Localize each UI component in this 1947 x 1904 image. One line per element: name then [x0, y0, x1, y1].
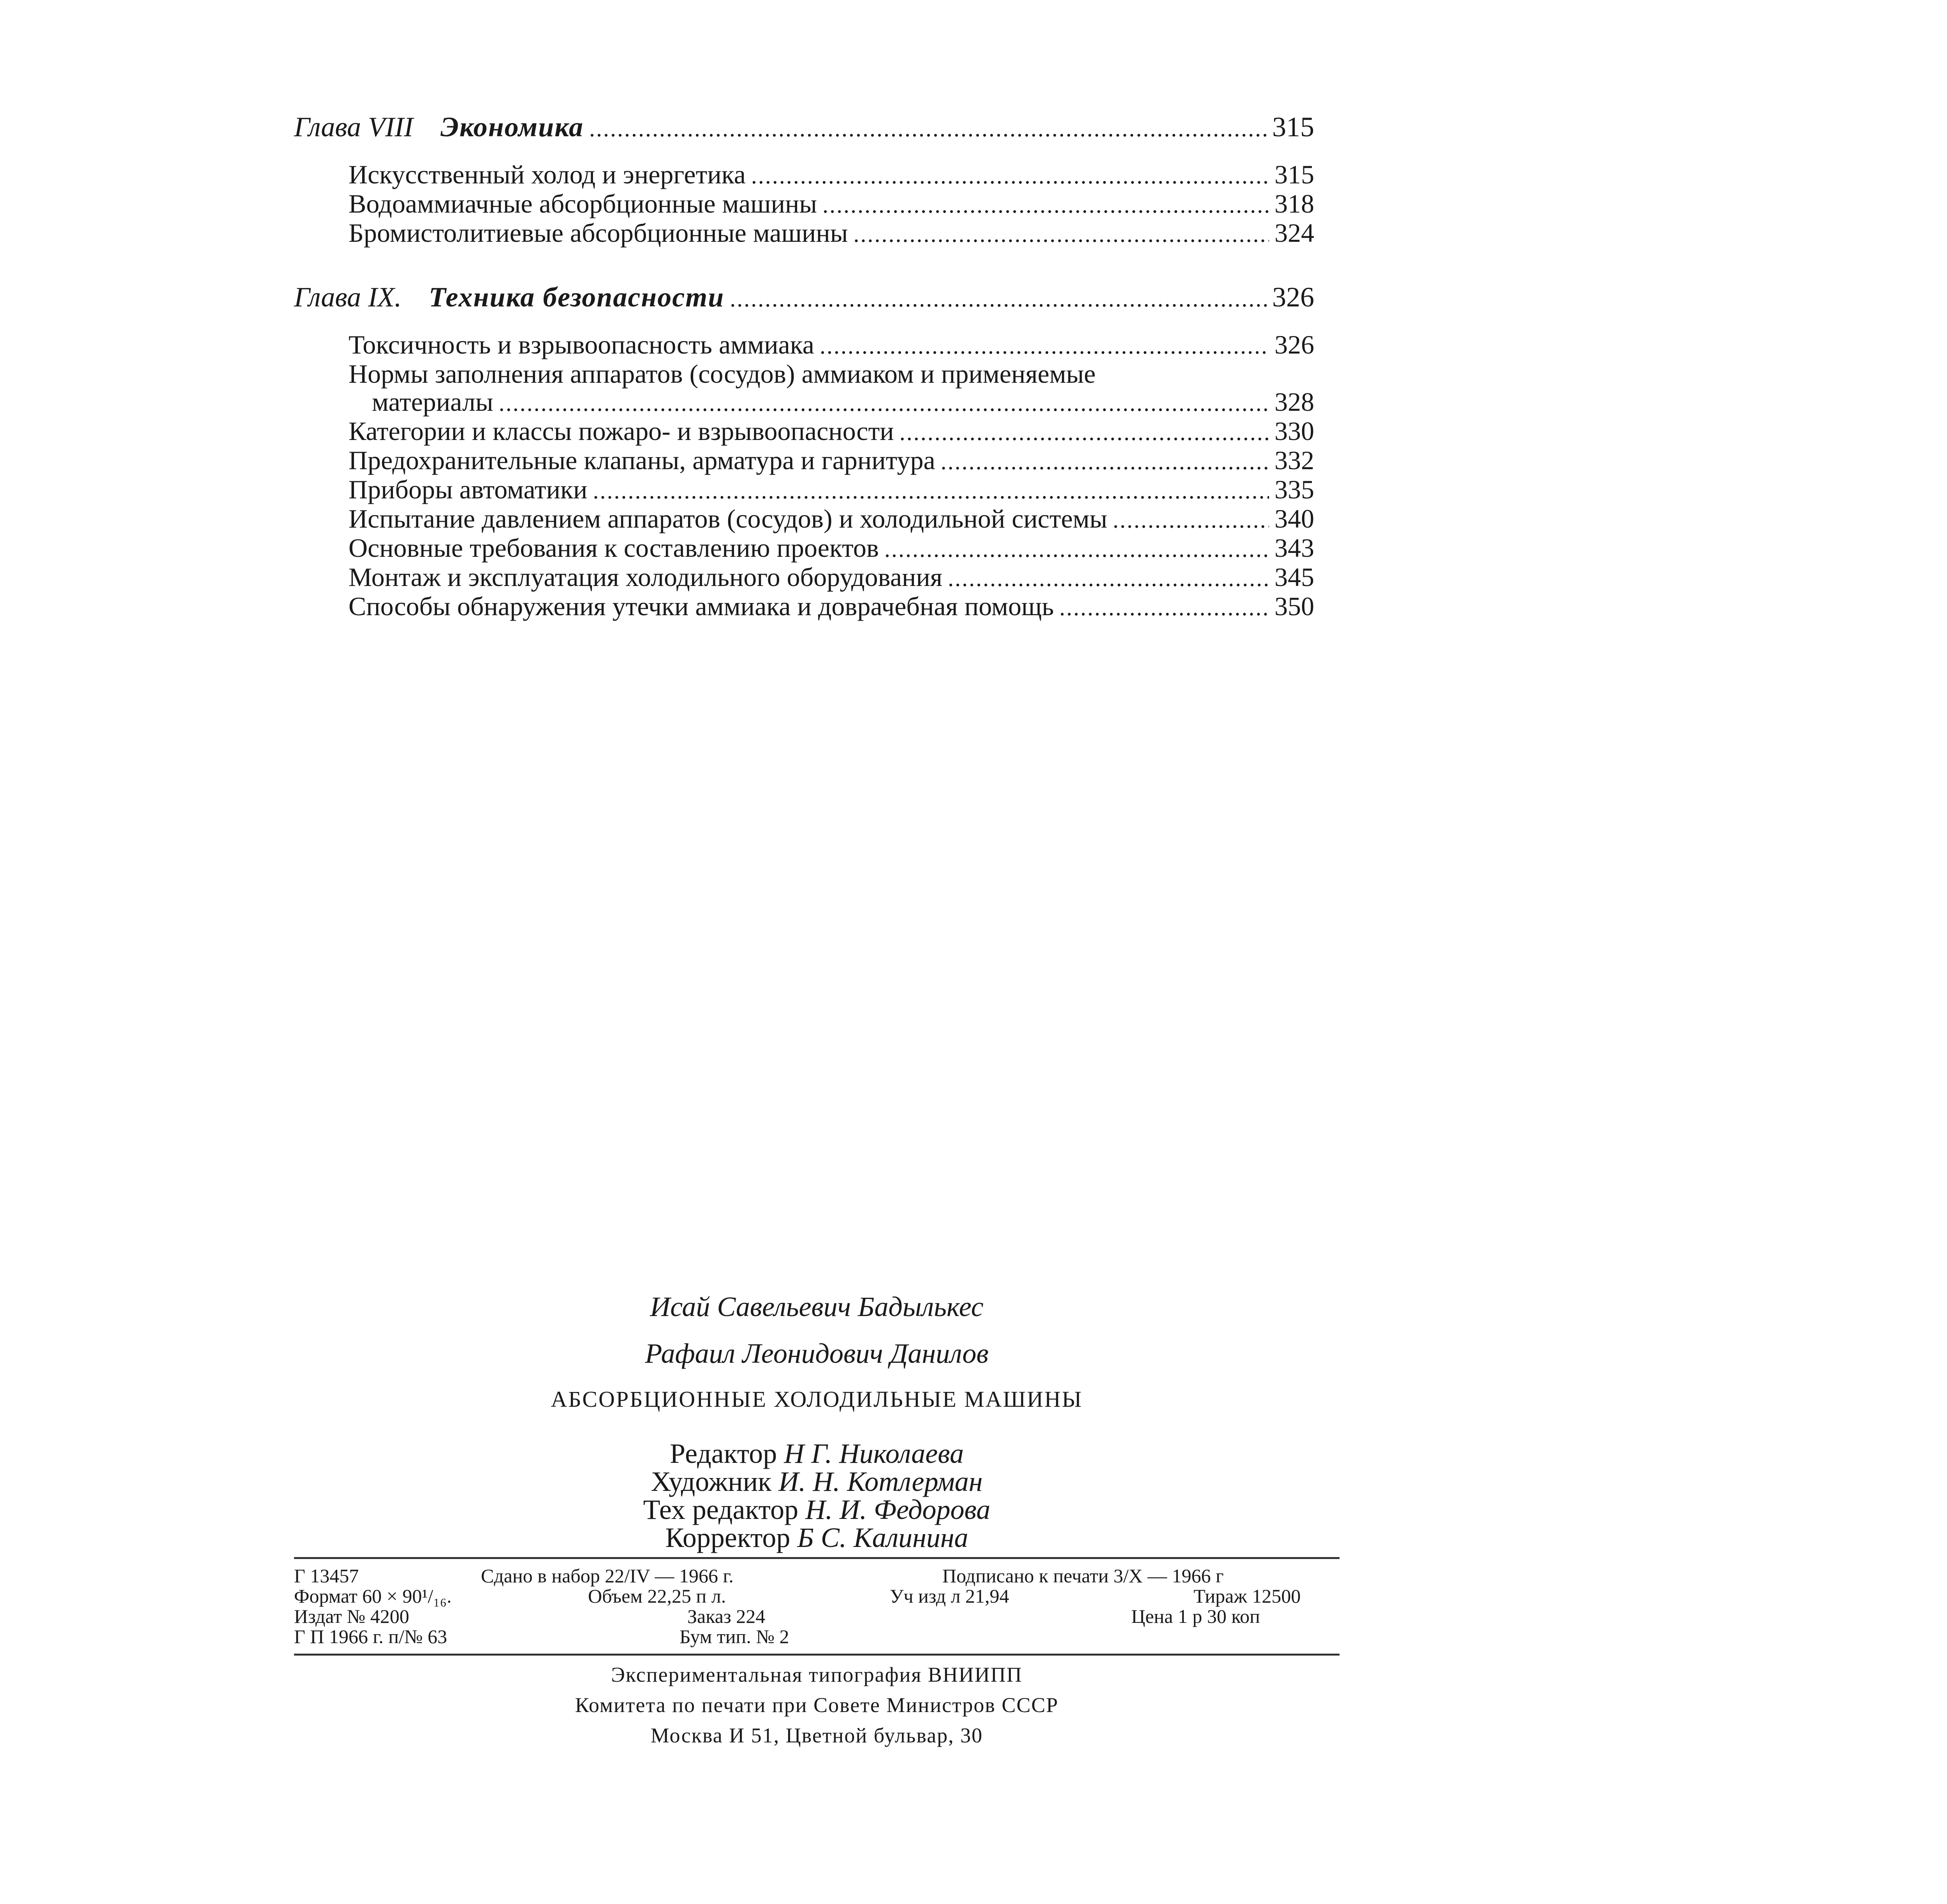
dot-leader — [884, 535, 1269, 563]
toc-entry — [349, 160, 1314, 190]
chapter-number: Глава IX. — [294, 282, 402, 313]
entry-title: Токсичность и взрывоопасность аммиака — [349, 330, 814, 359]
divider — [294, 1654, 1340, 1656]
toc-entry — [349, 190, 1314, 219]
staff-line — [294, 1524, 1340, 1552]
staff-name: Н Г. Николаева — [784, 1438, 964, 1469]
chapter-entries — [349, 160, 1314, 248]
chapter-heading — [294, 113, 1314, 141]
pub-order: Заказ 224 — [687, 1605, 766, 1627]
pub-run: Тираж 12500 — [1194, 1585, 1301, 1607]
staff-name: И. Н. Котлерман — [778, 1466, 983, 1497]
author-name: Рафаил Леонидович Данилов — [645, 1338, 989, 1369]
pub-tp: Г П 1966 г. п/№ 63 — [294, 1626, 447, 1647]
pub-uch: Уч изд л 21,94 — [890, 1585, 1009, 1607]
chapter-title: Техника безопасности — [429, 282, 725, 313]
page-number: 345 — [1275, 562, 1314, 592]
entry-title: Испытание давлением аппаратов (сосудов) и холодильной системы — [349, 504, 1107, 533]
toc-entry — [349, 475, 1314, 505]
page-number: 326 — [1275, 330, 1314, 359]
pub-volume: Объем 22,25 п л. — [588, 1585, 726, 1607]
entry-title: Основные требования к составлению проектов — [349, 533, 879, 563]
author-name: Исай Савельевич Бадылькес — [650, 1291, 984, 1322]
dot-leader — [751, 162, 1269, 190]
dot-leader — [941, 447, 1269, 475]
toc-entry — [349, 592, 1314, 621]
divider — [294, 1557, 1340, 1559]
page-number: 340 — [1275, 504, 1314, 533]
publication-details — [294, 1564, 1340, 1648]
entry-title: Монтаж и эксплуатация холодильного оборудования — [349, 562, 943, 592]
page-number: 350 — [1275, 591, 1314, 621]
pub-price: Цена 1 р 30 коп — [1131, 1605, 1260, 1627]
pub-code: Г 13457 — [294, 1565, 359, 1587]
entry-title: Нормы заполнения аппаратов (сосудов) аммиаком и применяемые — [349, 359, 1096, 389]
page-number: 330 — [1275, 416, 1314, 446]
staff-line — [294, 1439, 1340, 1468]
pub-paper: Бум тип. № 2 — [680, 1626, 789, 1647]
toc-entry — [349, 446, 1314, 475]
pub-format: Формат 60 × 90¹/₁₆. — [294, 1585, 452, 1607]
pub-izdat: Издат № 4200 — [294, 1605, 409, 1627]
dot-leader — [822, 191, 1269, 219]
dot-leader — [499, 389, 1269, 417]
chapter-title: Экономика — [440, 111, 584, 143]
entry-title: Предохранительные клапаны, арматура и гарнитура — [349, 445, 935, 475]
toc-entry — [349, 219, 1314, 248]
staff-name: Н. И. Федорова — [805, 1494, 991, 1525]
toc-entry — [349, 505, 1314, 534]
staff-role: Корректор — [665, 1522, 790, 1553]
entry-title: Приборы автоматики — [349, 475, 588, 504]
entry-title: Искусственный холод и энергетика — [349, 160, 746, 189]
page-number: 335 — [1275, 475, 1314, 504]
page-number: 315 — [1272, 111, 1314, 143]
staff-role: Тех редактор — [643, 1494, 799, 1525]
dot-leader — [948, 564, 1269, 592]
staff-role: Редактор — [670, 1438, 777, 1469]
printer-line: Экспериментальная типография ВНИИПП — [611, 1663, 1023, 1686]
page-number: 332 — [1275, 445, 1314, 475]
pub-sent: Сдано в набор 22/IV — 1966 г. — [481, 1565, 734, 1587]
entry-title: Способы обнаружения утечки аммиака и доврачебная помощь — [349, 591, 1054, 621]
toc-entry — [349, 417, 1314, 446]
dot-leader — [820, 332, 1269, 360]
toc-entry — [349, 331, 1314, 360]
entry-title: Категории и классы пожаро- и взрывоопасности — [349, 416, 894, 446]
page-number: 315 — [1275, 160, 1314, 189]
page-number: 328 — [1275, 387, 1314, 417]
table-of-contents — [294, 113, 1314, 621]
dot-leader — [730, 287, 1267, 310]
dot-leader — [900, 418, 1269, 446]
pub-signed: Подписано к печати 3/X — 1966 г — [942, 1565, 1224, 1587]
chapter-number: Глава VIII — [294, 111, 414, 143]
page-number: 318 — [1275, 189, 1314, 218]
toc-entry — [349, 563, 1314, 592]
entry-title: Бромистолитиевые абсорбционные машины — [349, 218, 848, 248]
entry-title: Водоаммиачные абсорбционные машины — [349, 189, 817, 218]
page-number: 326 — [1272, 282, 1314, 313]
dot-leader — [853, 220, 1269, 248]
book-title: АБСОРБЦИОННЫЕ ХОЛОДИЛЬНЫЕ МАШИНЫ — [551, 1387, 1083, 1412]
dot-leader — [589, 117, 1267, 140]
printer-line: Комитета по печати при Совете Министров СССР — [575, 1693, 1059, 1717]
dot-leader — [1113, 506, 1269, 534]
chapter-entries — [349, 331, 1314, 621]
staff-name: Б С. Калинина — [797, 1522, 968, 1553]
toc-entry — [349, 534, 1314, 563]
dot-leader — [593, 477, 1269, 505]
staff-line — [294, 1496, 1340, 1524]
entry-title-continuation: материалы — [372, 387, 493, 417]
chapter-heading — [294, 283, 1314, 311]
dot-leader — [1059, 593, 1269, 621]
staff-role: Художник — [651, 1466, 772, 1497]
colophon — [294, 1293, 1340, 1747]
toc-entry — [349, 360, 1314, 417]
page-number: 324 — [1275, 218, 1314, 248]
page-number: 343 — [1275, 533, 1314, 563]
printer-line: Москва И 51, Цветной бульвар, 30 — [650, 1724, 983, 1747]
staff-line — [294, 1468, 1340, 1496]
